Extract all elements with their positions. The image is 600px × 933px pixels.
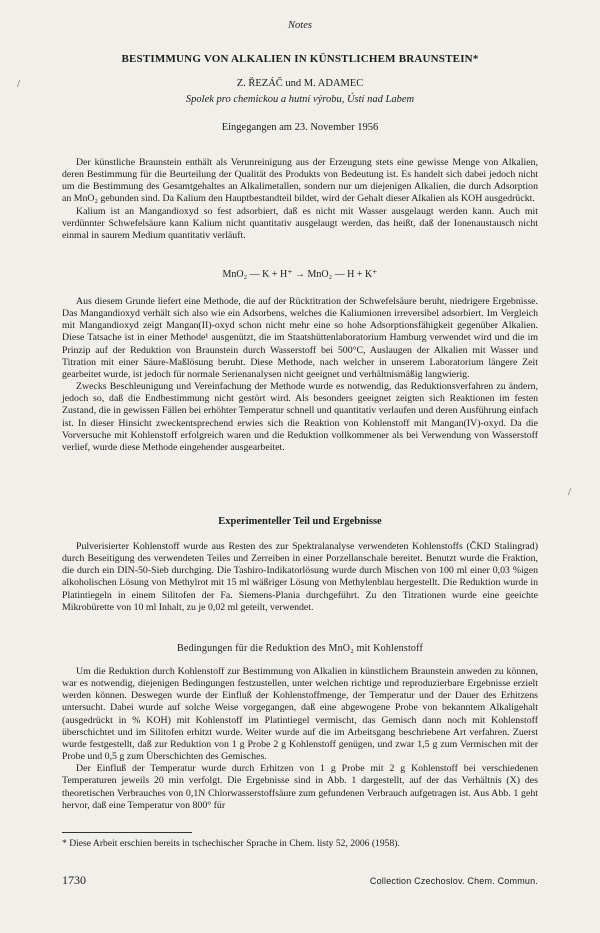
article-affiliation: Spolek pro chemickou a hutní výrobu, Ústí nad Labem xyxy=(185,94,415,105)
article-authors: Z. ŘEZÁČ und M. ADAMEC xyxy=(236,78,364,89)
paragraph: Um die Reduktion durch Kohlenstoff zur Bestimmung von Alkalien in künstlichem Braunstein anweden zu können, war es notwendig, diejenigen Bedingungen festzustellen, unter welchen richtige und reproduzierbare Ergebnisse erzielt werden können. Deswegen wurde der Einfluß der Kohlenstoffmenge, der Temperatur und der Dauer des Erhitzens untersucht. Dabei wurde auf solche Weise vorgegangen, daß eine abgewogene Probe von bekanntem Alkaligehalt (ausgedrückt in % KOH) mit Kohlenstoff im Platintiegel vermischt, das Gemisch dann noch mit Kohlenstoff überschichtet und im Silitofen erhitzt wurde. Weiter wurde auf die im Arbeitsgang beschriebene Art verfahren. Zuerst wurde festgestellt, daß zur Reduktion von 1 g Probe 2 g Kohlenstoff genügen, und zwar 1,5 g zum Vermischen mit der Probe und 0,5 g zum Überschichten des Gemisches. xyxy=(62,666,538,763)
received-date: Eingegangen am 23. November 1956 xyxy=(221,122,379,133)
paragraph: Der Einfluß der Temperatur wurde durch Erhitzen von 1 g Probe mit 2 g Kohlenstoff bei verschiedenen Temperaturen jeweils 20 min verfolgt. Die Ergebnisse sind in Abb. 1 dargestellt, auf der das Verhältnis (X) des theoretischen Verbrauches von 0,1N Chlorwasserstoffsäure zum gefundenen Verbrauch aufgetragen ist. Aus Abb. 1 geht hervor, daß eine Temperatur von 800° für xyxy=(62,763,538,811)
method-section xyxy=(62,296,538,454)
subsection-heading-conditions: Bedingungen für die Reduktion des MnO₂ mit Kohlenstoff xyxy=(176,643,424,654)
margin-mark: / xyxy=(568,486,572,498)
paragraph: Kalium ist an Mangandioxyd so fest adsorbiert, daß es nicht mit Wasser ausgelaugt werden kann. Auch mit verdünnter Schwefelsäure kann Kalium nicht quantitativ ausgelaugt werden, das heißt, daß der Ionenaustausch nicht einmal in saurem Medium quantitativ verläuft. xyxy=(62,205,538,241)
intro-section xyxy=(62,157,538,242)
conditions-section xyxy=(62,666,538,812)
experimental-section xyxy=(62,541,538,614)
margin-mark: / xyxy=(17,78,21,90)
running-head: Notes xyxy=(288,20,312,31)
paragraph: Zwecks Beschleunigung und Vereinfachung der Methode wurde es notwendig, das Reduktionsverfahren zu ändern, jedoch so, daß die Endbestimmung nicht gestört wird. Als besonders geeignet zeigten sich Reaktionen im festen Zustand, die in gewissen Fällen bei erhöhter Temperatur schnell und quantitativ verlaufen und deren Ausführung einfach ist. In dieser Hinsicht zweckentsprechend erwies sich die Reaktion von Kohlenstoff mit Mangan(IV)-oxyd. Da die Vorversuche mit Kohlenstoff erfolgreich waren und die Reduktion vollkommener als bei Verwendung von Wasserstoff verlief, wurde diese Methode eingehender ausgearbeitet. xyxy=(62,381,538,453)
footnote-rule xyxy=(62,832,192,833)
paragraph: Der künstliche Braunstein enthält als Verunreinigung aus der Erzeugung stets eine gewisse Menge von Alkalien, deren Bestimmung für die Beurteilung der Qualität des Produkts von Bedeutung ist. Es handelt sich dabei jedoch nicht um die Bestimmung des Gesamtgehaltes an Alkalimetallen, sondern nur um diejenigen Alkalien, die durch Adsorption an MnO₂ gebunden sind. Da Kalium den Hauptbestandteil bildet, wird der Gehalt dieser Alkalien als KOH ausgedrückt. xyxy=(62,157,538,205)
paragraph: Pulverisierter Kohlenstoff wurde aus Resten des zur Spektralanalyse verwendeten Kohlenstoffs (ČKD Stalingrad) durch Beseitigung des verwendeten Teiles und Zerreiben in einer Porzellanschale bereitet. Benutzt wurde die Fraktion, die durch ein DIN-50-Sieb durchging. Die Tashiro-Indikatorlösung wurde durch Mischen von 100 ml einer 0,03 %igen alkoholischen Lösung von Methylrot mit 15 ml wäßriger Lösung von Methylenblau hergestellt. Die Reduktion wurde in Platintiegeln in einem Silitofen der Fa. Siemens-Plania durchgeführt. Zu den Titrationen wurde eine geeichte Mikrobürette von 10 ml Inhalt, zu je 0,02 ml geteilt, verwendet. xyxy=(62,541,538,613)
paragraph: Aus diesem Grunde liefert eine Methode, die auf der Rücktitration der Schwefelsäure beruht, niedrigere Ergebnisse. Das Mangandioxyd verhält sich also wie ein Adsorbens, welches die Kaliumionen irreversibel adsorbiert. Im Vergleich mit Mangandioxyd zeigt Mangan(II)-oxyd schon nicht mehr eine so hohe Adsorptionsfähigkeit gegenüber Alkalien. Diese Tatsache ist in einer Methode¹ ausgenützt, die im Staatshüttenlaboratorium Hamburg verwendet wird und die im Prinzip auf der Reduktion von Braunstein durch Wasserstoff bei 500°C, Auslaugen der Alkalien mit Wasser und Titration mit einer Säure-Maßlösung beruht. Diese Methode, nach welcher in unserem Laboratorium längere Zeit gearbeitet wurde, ist jedoch für normale Serienanalysen nicht geeignet und verhältnismäßig langwierig. xyxy=(62,296,538,380)
reaction-equation: MnO₂ — K + H⁺ → MnO₂ — H + K⁺ xyxy=(222,269,378,280)
footnote: * Diese Arbeit erschien bereits in tschechischer Sprache in Chem. listy 52, 2006 (1958). xyxy=(62,838,400,849)
article-title: BESTIMMUNG VON ALKALIEN IN KÜNSTLICHEM BRAUNSTEIN* xyxy=(121,53,479,65)
journal-name: Collection Czechoslov. Chem. Commun. xyxy=(369,876,538,886)
section-heading-experimental: Experimenteller Teil und Ergebnisse xyxy=(218,516,382,527)
page-number: 1730 xyxy=(62,873,86,887)
